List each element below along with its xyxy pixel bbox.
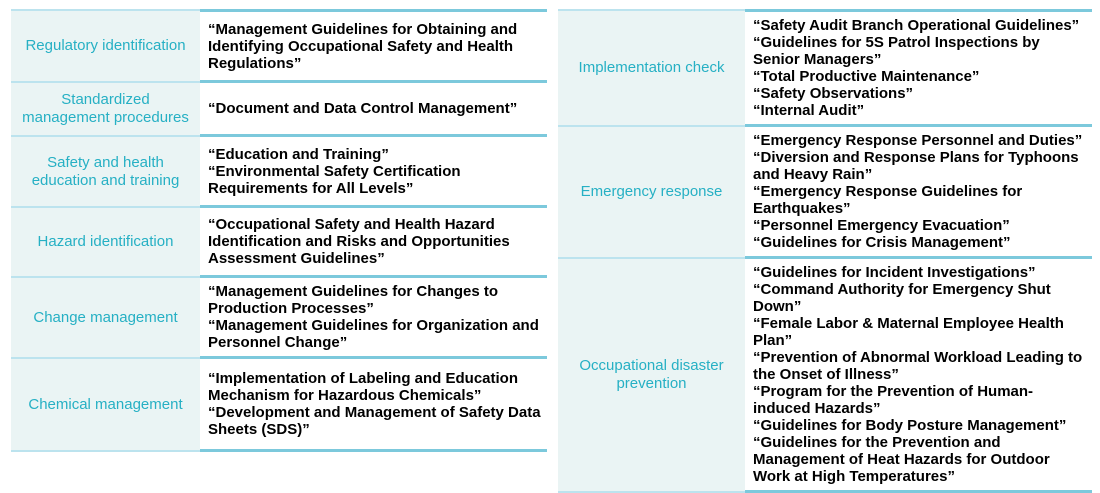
table-row	[558, 127, 1092, 259]
document-title: “Occupational Safety and Health Hazard Identification and Risks and Opportunities Assessment Guidelines”	[208, 216, 510, 267]
document-title: “Total Productive Maintenance”	[753, 68, 980, 85]
category-cell	[11, 359, 200, 452]
category-label: Standardized management procedures	[22, 91, 189, 126]
documents-cell	[200, 208, 547, 278]
category-cell	[11, 83, 200, 137]
category-label: Change management	[33, 308, 178, 326]
document-title: “Guidelines for Body Posture Management”	[753, 417, 1067, 434]
category-label: Chemical management	[28, 395, 183, 413]
category-label: Emergency response	[580, 183, 723, 200]
category-cell	[11, 137, 200, 208]
table-row	[11, 278, 547, 359]
category-label: Regulatory identification	[25, 37, 186, 54]
document-title: “Diversion and Response Plans for Typhoons and Heavy Rain”	[753, 149, 1079, 183]
document-title: “Management Guidelines for Organization and Personnel Change”	[208, 317, 539, 351]
category-cell	[11, 9, 200, 83]
document-title: “Safety Audit Branch Operational Guidelines”	[753, 17, 1080, 34]
document-title: “Education and Training”	[208, 145, 389, 163]
documents-cell	[200, 83, 547, 137]
document-title: “Personnel Emergency Evacuation”	[753, 217, 1010, 234]
table-row	[558, 9, 1092, 127]
documents-cell	[745, 259, 1092, 493]
category-cell	[558, 259, 745, 493]
document-title: “Management Guidelines for Obtaining and Identifying Occupational Safety and Health Regulations”	[208, 20, 518, 72]
document-title: “Female Labor & Maternal Employee Health Plan”	[753, 315, 1064, 349]
table-row	[11, 208, 547, 278]
document-title: “Implementation of Labeling and Education Mechanism for Hazardous Chemicals”	[208, 370, 519, 404]
table-row	[11, 137, 547, 208]
document-title: “Internal Audit”	[753, 102, 865, 119]
document-title: “Environmental Safety Certification Requirements for All Levels”	[208, 162, 461, 197]
document-title: “Guidelines for Crisis Management”	[753, 234, 1011, 251]
document-title: “Management Guidelines for Changes to Production Processes”	[208, 283, 499, 317]
document-title: “Development and Management of Safety Data Sheets (SDS)”	[208, 404, 541, 438]
document-title: “Emergency Response Personnel and Duties”	[753, 132, 1083, 149]
document-title: “Command Authority for Emergency Shut Down”	[753, 281, 1051, 315]
category-cell	[558, 9, 745, 127]
table-row	[11, 83, 547, 137]
category-label: Implementation check	[578, 59, 725, 76]
category-label: Hazard identification	[37, 233, 174, 250]
documents-cell	[745, 9, 1092, 127]
table-row	[558, 259, 1092, 493]
table-row	[11, 9, 547, 83]
document-title: “Guidelines for the Prevention and Management of Heat Hazards for Outdoor Work at High Temperatures”	[753, 434, 1050, 485]
category-cell	[11, 208, 200, 278]
documents-cell	[200, 9, 547, 83]
document-title: “Prevention of Abnormal Workload Leading to the Onset of Illness”	[753, 349, 1083, 383]
documents-cell	[745, 127, 1092, 259]
safety-procedures-table-left	[11, 9, 547, 452]
category-cell	[558, 127, 745, 259]
document-title: “Guidelines for Incident Investigations”	[753, 264, 1036, 281]
document-title: “Program for the Prevention of Human-induced Hazards”	[753, 383, 1034, 417]
document-title: “Document and Data Control Management”	[208, 100, 518, 117]
category-label: Safety and health education and training	[31, 153, 180, 189]
documents-cell	[200, 359, 547, 452]
document-title: “Guidelines for 5S Patrol Inspections by Senior Managers”	[753, 34, 1040, 68]
table-row	[11, 359, 547, 452]
documents-cell	[200, 278, 547, 359]
category-cell	[11, 278, 200, 359]
documents-cell	[200, 137, 547, 208]
document-title: “Safety Observations”	[753, 85, 914, 102]
safety-procedures-table-right	[558, 9, 1092, 493]
document-title: “Emergency Response Guidelines for Earthquakes”	[753, 183, 1023, 217]
category-label: Occupational disaster prevention	[579, 357, 724, 392]
